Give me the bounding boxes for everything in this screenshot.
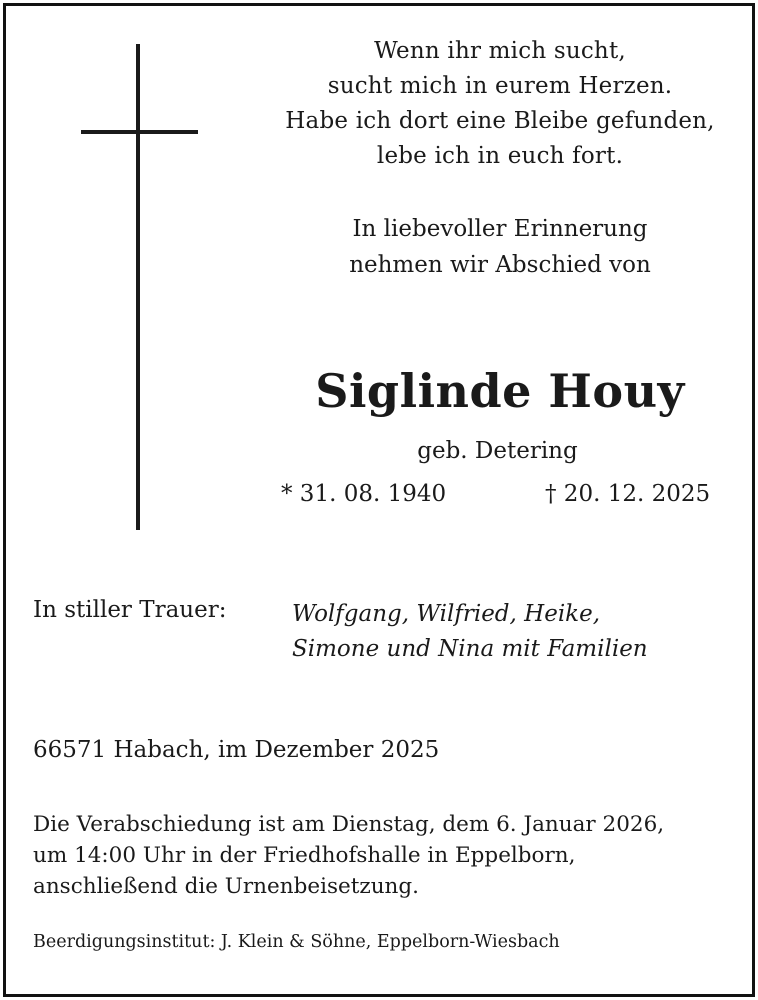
undertaker-info: Beerdigungsinstitut: J. Klein & Söhne, Eppelborn-Wiesbach: [33, 932, 560, 952]
mourners-line: Simone und Nina mit Familien: [292, 636, 648, 662]
intro-text: [270, 211, 730, 283]
mourners-list: [292, 597, 648, 667]
intro-line: In liebevoller Erinnerung: [352, 216, 648, 242]
ceremony-line: Die Verabschiedung ist am Dienstag, dem 6. Januar 2026,: [33, 812, 665, 837]
ceremony-info: [33, 809, 664, 902]
poem-line: Habe ich dort eine Bleibe gefunden,: [285, 108, 715, 134]
poem-line: Wenn ihr mich sucht,: [374, 38, 626, 64]
mourning-label: In stiller Trauer:: [33, 597, 227, 623]
ceremony-line: um 14:00 Uhr in der Friedhofshalle in Eppelborn,: [33, 843, 576, 868]
ceremony-line: anschließend die Urnenbeisetzung.: [33, 874, 419, 899]
cross-vertical-bar: [136, 44, 140, 530]
mourners-line: Wolfgang, Wilfried, Heike,: [292, 601, 601, 627]
birth-date: * 31. 08. 1940: [281, 481, 447, 507]
death-date: † 20. 12. 2025: [545, 481, 711, 507]
maiden-name: geb. Detering: [417, 438, 578, 464]
poem-line: lebe ich in euch fort.: [376, 143, 624, 169]
place-date: 66571 Habach, im Dezember 2025: [33, 737, 440, 763]
cross-horizontal-bar: [81, 130, 198, 134]
deceased-name: Siglinde Houy: [315, 364, 685, 418]
poem-line: sucht mich in eurem Herzen.: [327, 73, 673, 99]
intro-line: nehmen wir Abschied von: [349, 252, 651, 278]
poem: [270, 34, 730, 174]
